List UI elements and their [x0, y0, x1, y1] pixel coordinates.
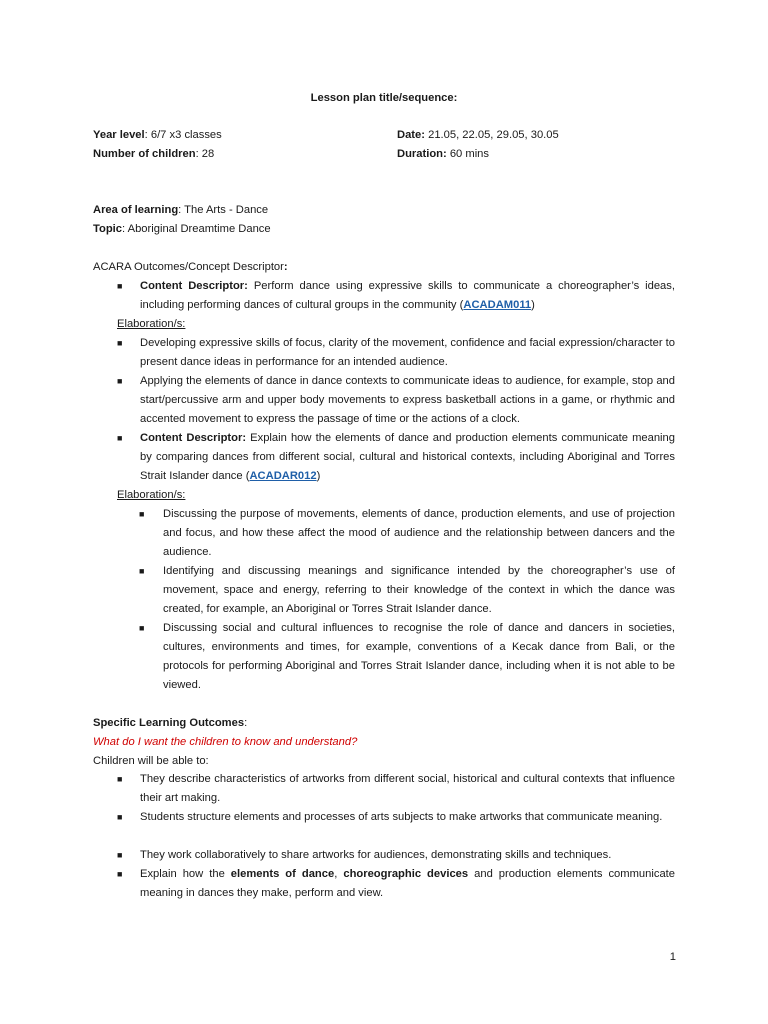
area-of-learning: Area of learning: The Arts - Dance — [93, 204, 269, 216]
slo-heading: Specific Learning Outcomes: — [93, 717, 248, 729]
content-descriptor-1: Content Descriptor: Perform dance using expressive skills to communicate a choreographer’s ideas, including performing dances of cultural groups in the community (ACADAM011) — [140, 280, 675, 312]
elaboration-item: Discussing the purpose of movements, elements of dance, production elements, and use of projection and focus, and how these affect the mood of audience and the relationship between dancers and the audience. — [163, 508, 675, 559]
bullet-icon: ■ — [117, 281, 123, 291]
bullet-icon: ■ — [139, 566, 145, 576]
bullet-icon: ■ — [117, 774, 123, 784]
date: Date: 21.05, 22.05, 29.05, 30.05 — [397, 129, 559, 141]
page-number: 1 — [669, 951, 676, 963]
learning-outcome: They work collaboratively to share artworks for audiences, demonstrating skills and techniques. — [140, 849, 612, 861]
acara-heading: ACARA Outcomes/Concept Descriptor: — [93, 261, 288, 273]
slo-intro: Children will be able to: — [93, 755, 209, 767]
learning-outcome: Students structure elements and processes of arts subjects to make artworks that communicate meaning. — [140, 811, 663, 823]
bullet-icon: ■ — [117, 338, 123, 348]
acadam011-link[interactable]: ACADAM011 — [463, 299, 532, 312]
bullet-icon: ■ — [117, 850, 123, 860]
duration: Duration: 60 mins — [397, 148, 489, 160]
elaboration-item: Developing expressive skills of focus, clarity of the movement, confidence and facial expression/character to present dance ideas in performance for an intended audience. — [140, 337, 675, 369]
number-of-children: Number of children: 28 — [93, 148, 215, 160]
bullet-icon: ■ — [139, 623, 145, 633]
bullet-icon: ■ — [117, 812, 123, 822]
elaboration-item: Identifying and discussing meanings and significance intended by the choreographer’s use of movement, space and energy, referring to their knowledge of the context in which the dance was created, for example, an Aboriginal or Torres Strait Islander dance. — [163, 565, 675, 616]
year-level: Year level: 6/7 x3 classes — [93, 129, 222, 141]
page-title: Lesson plan title/sequence: — [310, 92, 458, 104]
elaboration-item: Discussing social and cultural influences to recognise the role of dance and dancers in societies, cultures, environments and times, for example, conventions of a Kecak dance from Bali, or the protocols for performing Aboriginal and Torres Strait Islander dance, including when it is not able to be viewed. — [163, 622, 675, 692]
elaboration-heading-1: Elaboration/s: — [117, 318, 186, 330]
elaboration-item: Applying the elements of dance in dance contexts to communicate ideas to audience, for example, stop and start/percussive arm and upper body movements to express basketball actions in a game, or rhythmic and accented movement to express the passage of time or the actions of a clock. — [140, 375, 675, 426]
acadar012-link[interactable]: ACADAR012 — [249, 470, 317, 483]
elaboration-heading-2: Elaboration/s: — [117, 489, 186, 501]
topic: Topic: Aboriginal Dreamtime Dance — [93, 223, 271, 235]
slo-question: What do I want the children to know and understand? — [93, 736, 358, 748]
bullet-icon: ■ — [117, 869, 123, 879]
content-descriptor-2: Content Descriptor: Explain how the elements of dance and production elements communicate meaning by comparing dances from different social, cultural and historical contexts, including Aboriginal and Torres Strait Islander dance (ACADAR012) — [140, 432, 675, 483]
bullet-icon: ■ — [117, 376, 123, 386]
bullet-icon: ■ — [139, 509, 145, 519]
learning-outcome: Explain how the elements of dance, choreographic devices and production elements communicate meaning in dances they make, perform and view. — [140, 868, 675, 900]
learning-outcome: They describe characteristics of artworks from different social, historical and cultural contexts that influence their art making. — [140, 773, 675, 805]
bullet-icon: ■ — [117, 433, 123, 443]
